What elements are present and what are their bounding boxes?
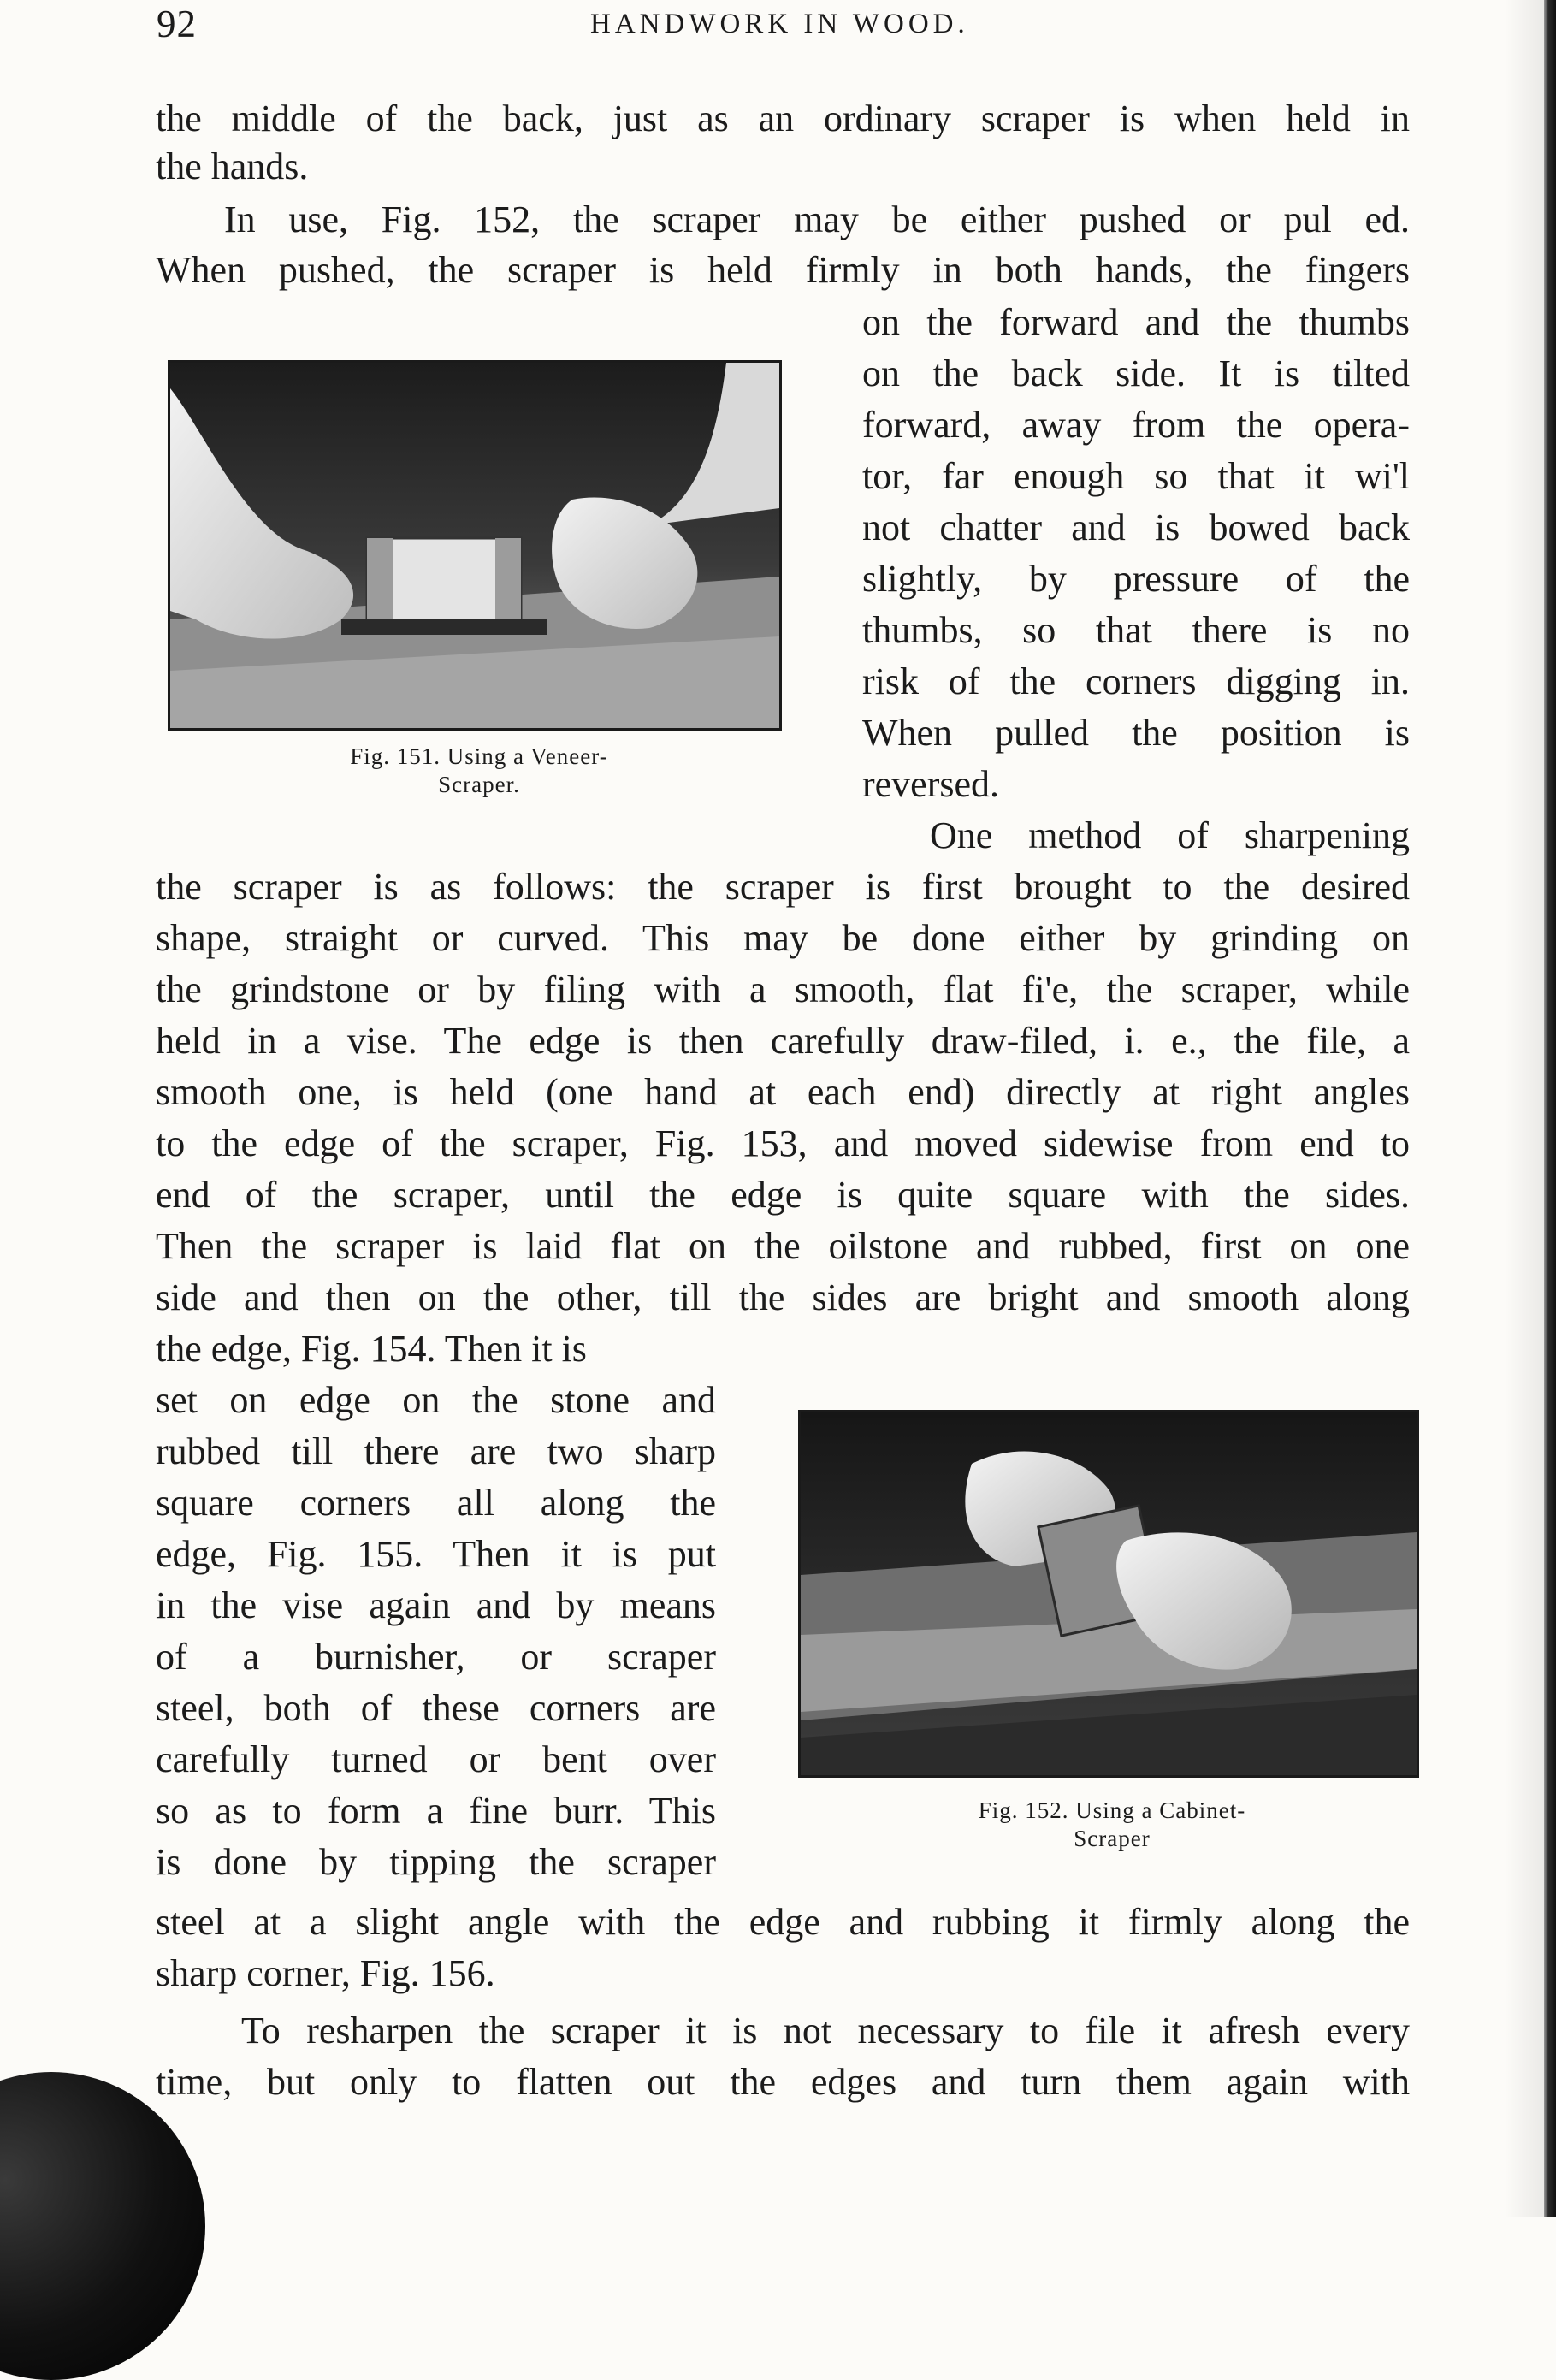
text-line: edge, Fig. 155. Then it is put: [156, 1533, 716, 1575]
text-line: smooth one, is held (one hand at each end) directly at right angles: [156, 1071, 1410, 1113]
text-line: shape, straight or curved. This may be done either by grinding on: [156, 917, 1410, 959]
text-line: on the forward and the thumbs: [862, 301, 1410, 343]
text-line: square corners all along the: [156, 1482, 716, 1524]
figure-caption: [222, 743, 736, 799]
text-line: steel, both of these corners are: [156, 1687, 716, 1729]
text-line: When pulled the position is: [862, 712, 1410, 754]
text-line: tor, far enough so that it wi'l: [862, 455, 1410, 497]
text-line: the middle of the back, just as an ordinary scraper is when held in: [156, 98, 1410, 139]
text-line: not chatter and is bowed back: [862, 506, 1410, 548]
text-line: end of the scraper, until the edge is quite square with the sides.: [156, 1174, 1410, 1216]
page-number: 92: [157, 3, 197, 45]
text-line: so as to form a fine burr. This: [156, 1790, 716, 1832]
figure-caption-line: Fig. 152. Using a Cabinet-: [978, 1797, 1246, 1823]
figure-caption-line: Scraper: [1074, 1826, 1151, 1851]
text-line: reversed.: [862, 763, 1000, 805]
text-line: the grindstone or by filing with a smooth, flat fi'e, the scraper, while: [156, 968, 1410, 1010]
paragraph-start: One method of sharpening: [930, 814, 1410, 856]
corner-shadow: [0, 2072, 205, 2380]
text-line: to the edge of the scraper, Fig. 153, and moved sidewise from end to: [156, 1122, 1410, 1164]
text-line: When pushed, the scraper is held firmly in both hands, the fingers: [156, 249, 1410, 291]
text-line: side and then on the other, till the sides are bright and smooth along: [156, 1276, 1410, 1318]
text-line: Then the scraper is laid flat on the oilstone and rubbed, first on one: [156, 1225, 1410, 1267]
text-line: sharp corner, Fig. 156.: [156, 1952, 495, 1994]
text-line: is done by tipping the scraper: [156, 1841, 716, 1883]
running-head: HANDWORK IN WOOD.: [590, 9, 969, 39]
text-line: the scraper is as follows: the scraper is first brought to the desired: [156, 866, 1410, 908]
text-line: risk of the corners digging in.: [862, 660, 1410, 702]
text-line: carefully turned or bent over: [156, 1738, 716, 1780]
text-line: of a burnisher, or scraper: [156, 1636, 716, 1678]
paragraph-start: In use, Fig. 152, the scraper may be either pushed or pul ed.: [224, 198, 1410, 240]
text-line: thumbs, so that there is no: [862, 609, 1410, 651]
figure-caption: [855, 1797, 1369, 1853]
page-gutter-shading: [1505, 0, 1544, 2217]
text-line: the edge, Fig. 154. Then it is: [156, 1328, 587, 1370]
text-line: held in a vise. The edge is then carefully draw-filed, i. e., the file, a: [156, 1020, 1410, 1062]
text-line: in the vise again and by means: [156, 1584, 716, 1626]
cabinet-scraper-photo: [798, 1410, 1419, 1778]
text-line: forward, away from the opera-: [862, 404, 1410, 446]
text-line: time, but only to flatten out the edges and turn them again with: [156, 2061, 1410, 2103]
figure-caption-line: Scraper.: [438, 772, 520, 797]
text-line: on the back side. It is tilted: [862, 352, 1410, 394]
text-line: steel at a slight angle with the edge and rubbing it firmly along the: [156, 1901, 1410, 1943]
paragraph-start: To resharpen the scraper it is not necessary to file it afresh every: [241, 2010, 1410, 2051]
page-edge: [1544, 0, 1556, 2217]
veneer-scraper-photo: [168, 360, 782, 731]
text-line: set on edge on the stone and: [156, 1379, 716, 1421]
text-line: slightly, by pressure of the: [862, 558, 1410, 600]
text-line: the hands.: [156, 145, 309, 187]
figure-caption-line: Fig. 151. Using a Veneer-: [350, 743, 608, 769]
text-line: rubbed till there are two sharp: [156, 1430, 716, 1472]
